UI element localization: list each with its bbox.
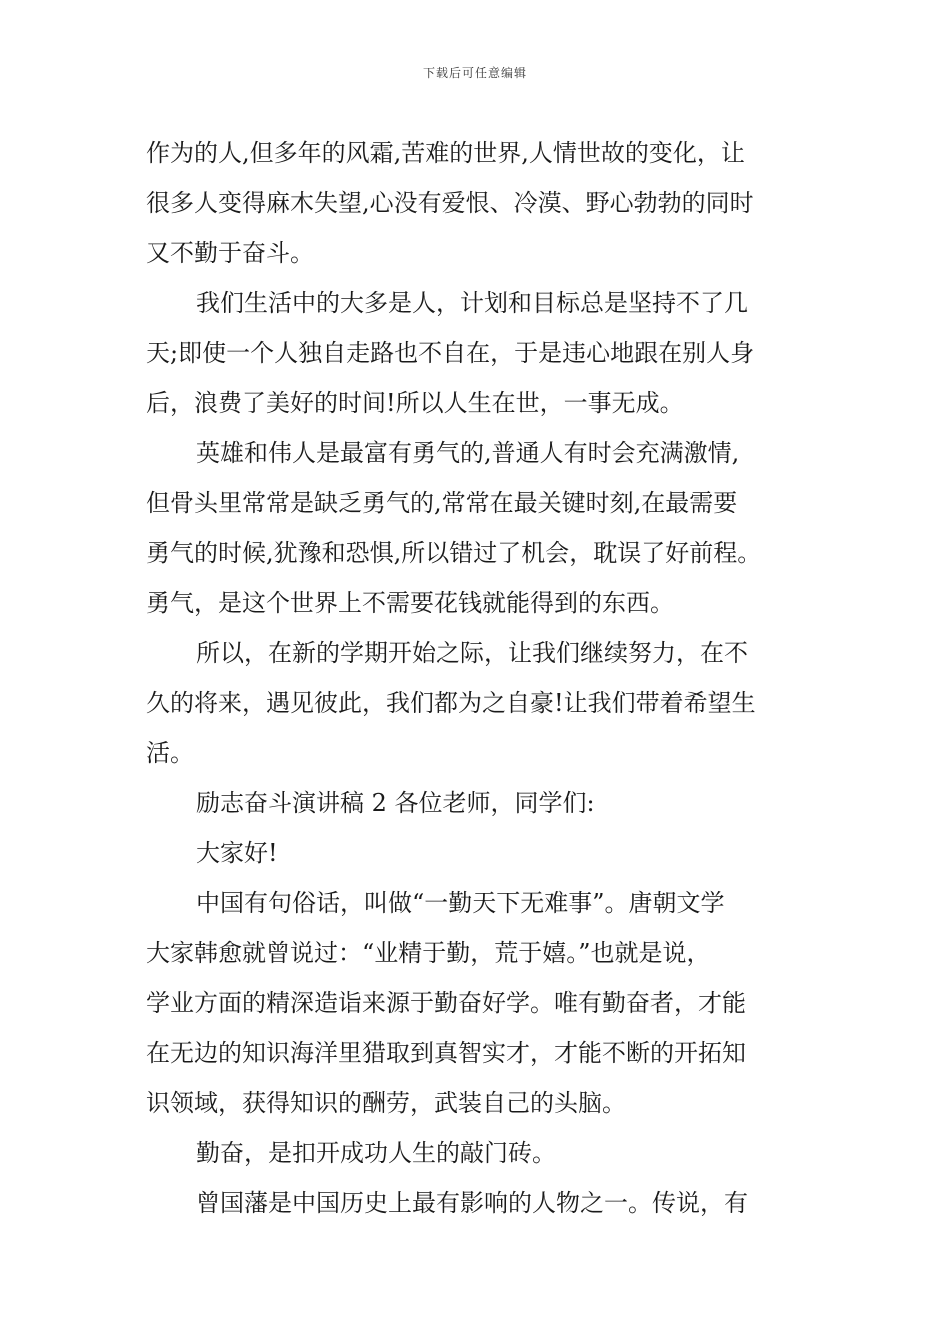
text-line: 我们生活中的大多是人，计划和目标总是坚持不了几 [196,289,748,317]
text-line: 后，浪费了美好的时间!所以人生在世，一事无成。 [146,389,684,417]
text-line: 天;即使一个人独自走路也不自在，于是违心地跟在别人身 [146,339,755,367]
text-line: 活。 [146,739,194,767]
text-line: 大家好! [196,839,278,867]
text-line: 英雄和伟人是最富有勇气的,普通人有时会充满激情, [196,439,740,467]
text-line: 中国有句俗话，叫做“一勤天下无难事”。唐朝文学 [196,889,725,917]
text-line: 又不勤于奋斗。 [146,239,314,267]
body-text [146,128,816,1228]
page-header: 下载后可任意编辑 [422,66,527,80]
text-line: 大家韩愈就曾说过：“业精于勤，荒于嬉。”也就是说， [146,939,711,967]
text-line: 在无边的知识海洋里猎取到真智实才，才能不断的开拓知 [146,1039,746,1067]
text-line: 但骨头里常常是缺乏勇气的,常常在最关键时刻,在最需要 [146,489,738,517]
text-line: 学业方面的精深造诣来源于勤奋好学。唯有勤奋者，才能 [146,989,746,1017]
text-line: 曾国藩是中国历史上最有影响的人物之一。传说，有 [196,1189,748,1217]
text-line: 所以，在新的学期开始之际，让我们继续努力，在不 [196,639,748,667]
section-heading: 励志奋斗演讲稿 2 各位老师，同学们: [196,789,595,817]
text-line: 识领域，获得知识的酬劳，武装自己的头脑。 [146,1089,626,1117]
text-line: 勇气的时候,犹豫和恐惧,所以错过了机会，耽误了好前程。 [146,539,762,567]
text-line: 久的将来，遇见彼此，我们都为之自豪!让我们带着希望生 [146,689,756,717]
text-line: 很多人变得麻木失望,心没有爱恨、冷漠、野心勃勃的同时 [146,189,754,217]
text-line: 勇气，是这个世界上不需要花钱就能得到的东西。 [146,589,674,617]
text-line: 作为的人,但多年的风霜,苦难的世界,人情世故的变化，让 [146,139,745,167]
text-line: 勤奋，是扣开成功人生的敲门砖。 [196,1139,556,1167]
